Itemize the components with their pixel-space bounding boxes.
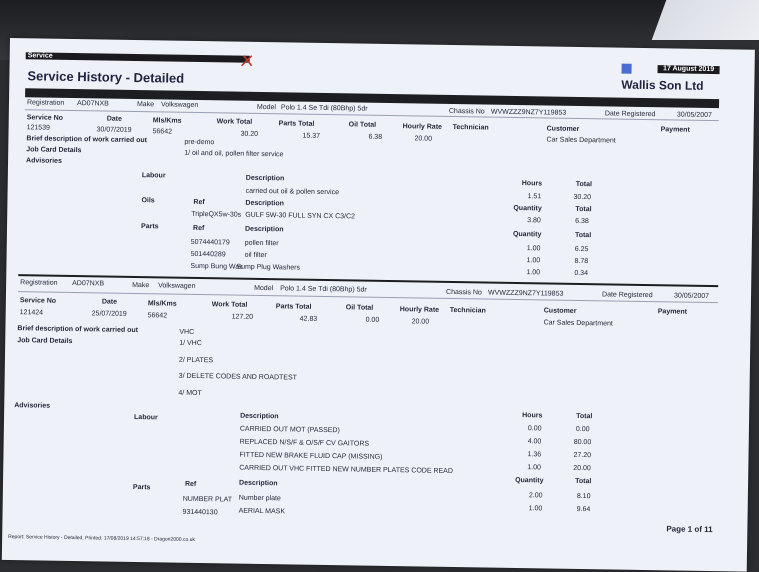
parts-total-value: 15.37	[302, 132, 321, 140]
description-header: Description	[240, 412, 279, 421]
date-registered-value: 30/05/2007	[676, 111, 712, 120]
part-ref: NUMBER PLAT	[182, 495, 233, 504]
quantity-header: Quantity	[512, 230, 542, 239]
background-cloth	[652, 0, 759, 40]
part-total: 9.64	[576, 505, 591, 514]
labour-description: REPLACED N/S/F & O/S/F CV GAITORS	[239, 438, 370, 448]
total-header: Total	[575, 477, 592, 486]
total-header: Total	[574, 231, 592, 240]
labour-hours: 1.00	[527, 464, 541, 472]
hours-header: Hours	[521, 180, 543, 188]
date-label: Date	[106, 115, 122, 123]
oil-quantity: 3.80	[527, 217, 541, 225]
make-value: Volkswagen	[160, 101, 199, 109]
date-value: 30/07/2019	[96, 126, 132, 134]
labour-total: 80.00	[573, 438, 592, 447]
job-card-line: 2/ PLATES	[178, 356, 214, 365]
report-footer: Report: Service History - Detailed, Printed: 17/08/2019 14:57:18 - Dragon2000.co.uk	[8, 534, 195, 543]
ref-header: Ref	[192, 224, 205, 233]
hourly-rate-value: 20.00	[414, 135, 433, 143]
part-description: pollen filter	[244, 239, 279, 248]
oils-label: Oils	[141, 197, 155, 205]
description-header: Description	[244, 225, 284, 234]
make-label: Make	[136, 101, 155, 109]
description-header: Description	[245, 174, 285, 183]
date-badge: 17 August 2019	[658, 65, 720, 74]
work-total-value: 30.20	[240, 130, 259, 138]
customer-label: Customer	[543, 307, 577, 315]
oil-ref: TripleQX5w-30s	[191, 210, 242, 219]
company-name: Wallis Son Ltd	[621, 77, 704, 93]
date-registered-value: 30/05/2007	[673, 292, 710, 301]
mileage-label: Mls/Kms	[147, 300, 177, 308]
hourly-rate-label: Hourly Rate	[399, 306, 440, 314]
service-no-value: 121539	[26, 124, 51, 132]
advisories-label: Advisories	[26, 157, 62, 165]
brief-value: VHC	[179, 328, 195, 336]
model-label: Model	[254, 284, 274, 293]
part-quantity: 1.00	[528, 505, 543, 513]
service-no-label: Service No	[19, 297, 57, 305]
customer-label: Customer	[546, 125, 580, 133]
part-total: 8.10	[576, 492, 591, 501]
technician-label: Technician	[449, 306, 486, 315]
make-value: Volkswagen	[158, 282, 196, 290]
part-total: 0.34	[574, 269, 589, 278]
chassis-value: WVWZZZ9NZ7Y119853	[487, 289, 564, 298]
description-header: Description	[238, 479, 278, 488]
labour-total: 0.00	[575, 425, 590, 434]
banner-label: Service	[27, 52, 53, 60]
date-label: Date	[101, 298, 118, 306]
registration-value: AD07NXB	[76, 100, 109, 108]
labour-description: carried out oil & pollen service	[245, 187, 340, 197]
pen-icon	[240, 54, 256, 68]
work-total-label: Work Total	[216, 118, 253, 126]
payment-label: Payment	[660, 126, 690, 134]
hourly-rate-label: Hourly Rate	[402, 123, 443, 131]
advisories-label: Advisories	[14, 402, 51, 410]
part-ref: Sump Bung Was	[190, 262, 243, 271]
date-value: 25/07/2019	[91, 310, 127, 318]
labour-label: Labour	[133, 413, 158, 422]
labour-label: Labour	[141, 172, 166, 180]
job-card-line: 4/ MOT	[178, 389, 202, 398]
oil-total-value: 0.00	[365, 316, 380, 324]
parts-total-value: 42.83	[299, 315, 318, 323]
mileage-label: Mls/Kms	[152, 117, 182, 125]
job-card-line: 1/ oil and oil, pollen filter service	[184, 149, 284, 159]
labour-total: 30.20	[573, 193, 592, 202]
parts-total-label: Parts Total	[278, 120, 315, 128]
labour-description: CARRIED OUT MOT (PASSED)	[239, 425, 340, 435]
job-card-line: 1/ VHC	[179, 339, 202, 348]
job-card-label: Job Card Details	[26, 146, 82, 155]
part-description: Sump Plug Washers	[236, 263, 301, 272]
brief-label: Brief description of work carried out	[26, 135, 148, 145]
labour-total: 20.00	[573, 464, 591, 473]
part-ref: 931440130	[182, 508, 218, 517]
chassis-label: Chassis No	[446, 288, 482, 297]
job-card-line: 3/ DELETE CODES AND ROADTEST	[178, 372, 297, 382]
chassis-value: WVWZZZ9NZ7Y119853	[490, 108, 567, 117]
labour-hours: 0.00	[527, 425, 542, 433]
oil-total-label: Oil Total	[345, 304, 374, 312]
labour-hours: 1.51	[527, 193, 542, 201]
technician-label: Technician	[452, 123, 489, 132]
part-ref: 5074440179	[190, 238, 230, 247]
part-description: AERIAL MASK	[238, 507, 286, 516]
part-ref: 501440289	[190, 250, 226, 259]
mileage-value: 56642	[152, 128, 173, 136]
registration-label: Registration	[26, 99, 65, 107]
service-no-label: Service No	[26, 114, 63, 122]
quantity-header: Quantity	[513, 204, 542, 213]
labour-hours: 1.36	[527, 451, 542, 459]
model-value: Polo 1.4 Se Tdi (80Bhp) 5dr	[280, 285, 367, 294]
work-total-label: Work Total	[211, 301, 248, 309]
labour-description: FITTED NEW BRAKE FLUID CAP (MISSING)	[239, 451, 383, 461]
model-value: Polo 1.4 Se Tdi (80Bhp) 5dr	[280, 104, 368, 113]
customer-value: Car Sales Department	[543, 319, 613, 328]
customer-value: Car Sales Department	[546, 136, 616, 145]
make-label: Make	[132, 281, 150, 290]
registration-label: Registration	[20, 279, 58, 287]
model-label: Model	[256, 103, 277, 112]
part-description: oil filter	[244, 251, 267, 260]
parts-label: Parts	[140, 223, 159, 231]
part-quantity: 1.00	[526, 245, 541, 253]
mileage-value: 56642	[147, 312, 168, 320]
brief-value: pre-demo	[184, 138, 215, 147]
service-history-document	[2, 38, 755, 572]
part-total: 8.78	[574, 257, 589, 266]
total-header: Total	[576, 412, 593, 421]
part-quantity: 1.00	[526, 269, 541, 277]
oil-total: 6.38	[575, 217, 589, 226]
parts-total-label: Parts Total	[275, 303, 312, 311]
chassis-label: Chassis No	[448, 107, 485, 116]
date-registered-label: Date Registered	[604, 110, 656, 119]
ref-header: Ref	[184, 480, 197, 488]
document-icon	[619, 62, 633, 76]
labour-description: CARRIED OUT VHC FITTED NEW NUMBER PLATES CODE READ	[239, 464, 453, 476]
part-quantity: 1.00	[526, 257, 541, 265]
part-quantity: 2.00	[528, 492, 543, 500]
oil-total-value: 6.38	[368, 133, 383, 141]
work-total-value: 127.20	[231, 313, 254, 321]
oil-total-label: Oil Total	[348, 121, 377, 129]
quantity-header: Quantity	[515, 476, 544, 485]
registration-value: AD07NXB	[72, 280, 105, 288]
ref-header: Ref	[193, 198, 205, 207]
page-title: Service History - Detailed	[27, 68, 185, 86]
total-header: Total	[575, 180, 593, 189]
description-header: Description	[245, 199, 284, 208]
service-banner	[26, 52, 250, 63]
payment-label: Payment	[657, 308, 688, 316]
part-description: Number plate	[238, 494, 281, 503]
oil-description: GULF 5W-30 FULL SYN CX C3/C2	[245, 211, 355, 221]
page-number: Page 1 of 11	[666, 524, 713, 535]
job-card-label: Job Card Details	[17, 337, 73, 346]
total-header: Total	[575, 205, 592, 214]
service-no-value: 121424	[19, 309, 44, 317]
labour-hours: 4.00	[527, 438, 542, 446]
brief-label: Brief description of work carried out	[17, 325, 139, 335]
header-bar	[25, 88, 719, 108]
part-total: 6.25	[574, 245, 589, 254]
labour-total: 27.20	[573, 451, 592, 460]
parts-label: Parts	[132, 483, 151, 492]
hourly-rate-value: 20.00	[411, 318, 430, 326]
hours-header: Hours	[522, 412, 543, 420]
date-registered-label: Date Registered	[601, 291, 653, 300]
